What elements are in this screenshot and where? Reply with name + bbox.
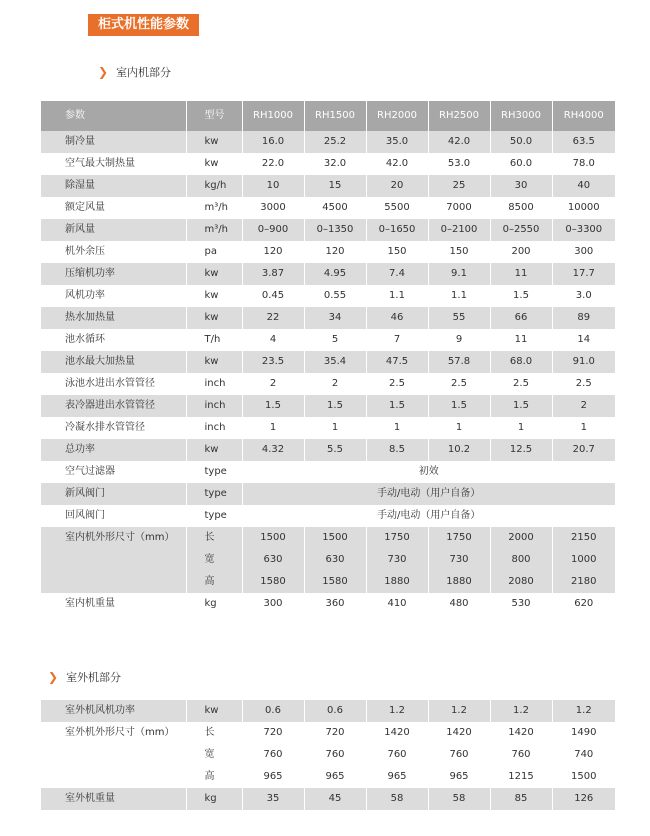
param-value: 620 xyxy=(552,593,615,615)
param-unit: kw xyxy=(186,307,242,329)
param-value: 1500 xyxy=(242,527,304,549)
param-value: 11 xyxy=(490,263,552,285)
param-value: 1000 xyxy=(552,549,615,571)
param-value: 1 xyxy=(428,417,490,439)
param-value: 20 xyxy=(366,175,428,197)
param-value-span: 手动/电动（用户自备） xyxy=(242,483,615,505)
param-value: 23.5 xyxy=(242,351,304,373)
param-value: 34 xyxy=(304,307,366,329)
param-value: 0.6 xyxy=(242,700,304,722)
page-title: 柜式机性能参数 xyxy=(88,14,199,36)
param-value: 760 xyxy=(304,744,366,766)
param-value: 730 xyxy=(366,549,428,571)
param-name: 压缩机功率 xyxy=(41,263,186,285)
param-value: 0–3300 xyxy=(552,219,615,241)
param-value: 1500 xyxy=(552,766,615,788)
param-value: 1.5 xyxy=(490,285,552,307)
indoor-section-heading xyxy=(98,64,171,80)
param-value: 2080 xyxy=(490,571,552,593)
param-unit: m³/h xyxy=(186,197,242,219)
param-value: 55 xyxy=(428,307,490,329)
model-header-cell: RH1000 xyxy=(242,101,304,131)
param-name: 室外机重量 xyxy=(41,788,186,810)
param-value: 10000 xyxy=(552,197,615,219)
param-unit: 长 xyxy=(186,527,242,549)
chevron-right-icon: ❯ xyxy=(98,65,109,79)
param-value: 1.2 xyxy=(428,700,490,722)
param-unit: 宽 xyxy=(186,744,242,766)
param-name: 室外机风机功率 xyxy=(41,700,186,722)
param-unit: type xyxy=(186,461,242,483)
param-value: 1 xyxy=(366,417,428,439)
model-header-cell: RH2500 xyxy=(428,101,490,131)
param-name: 机外余压 xyxy=(41,241,186,263)
param-value: 965 xyxy=(428,766,490,788)
param-value: 410 xyxy=(366,593,428,615)
param-value: 91.0 xyxy=(552,351,615,373)
param-value: 150 xyxy=(366,241,428,263)
param-value: 35.4 xyxy=(304,351,366,373)
param-value: 965 xyxy=(304,766,366,788)
param-name: 表冷器进出水管管径 xyxy=(41,395,186,417)
outdoor-section-label: 室外机部分 xyxy=(66,671,122,684)
param-unit: 宽 xyxy=(186,549,242,571)
param-name: 空气过滤器 xyxy=(41,461,186,483)
param-value: 760 xyxy=(242,744,304,766)
param-value: 4500 xyxy=(304,197,366,219)
param-value: 32.0 xyxy=(304,153,366,175)
param-unit: m³/h xyxy=(186,219,242,241)
param-unit: kw xyxy=(186,351,242,373)
chevron-right-icon: ❯ xyxy=(48,670,59,684)
table-row xyxy=(41,241,615,263)
indoor-spec-table xyxy=(41,101,615,615)
param-value: 2.5 xyxy=(366,373,428,395)
param-unit: kw xyxy=(186,700,242,722)
param-value: 0–2100 xyxy=(428,219,490,241)
param-value: 1.5 xyxy=(366,395,428,417)
param-value: 25 xyxy=(428,175,490,197)
table-row xyxy=(41,351,615,373)
param-unit: kg xyxy=(186,788,242,810)
param-value: 965 xyxy=(242,766,304,788)
param-value: 1.5 xyxy=(428,395,490,417)
param-value: 1880 xyxy=(428,571,490,593)
param-value: 2180 xyxy=(552,571,615,593)
param-name: 新风阀门 xyxy=(41,483,186,505)
table-row xyxy=(41,505,615,527)
param-value: 7.4 xyxy=(366,263,428,285)
param-value: 0.6 xyxy=(304,700,366,722)
param-value: 8.5 xyxy=(366,439,428,461)
param-value: 0–1350 xyxy=(304,219,366,241)
param-value: 5.5 xyxy=(304,439,366,461)
table-row xyxy=(41,722,615,744)
param-value: 300 xyxy=(242,593,304,615)
param-name: 冷凝水排水管管径 xyxy=(41,417,186,439)
param-value: 12.5 xyxy=(490,439,552,461)
param-unit: kg xyxy=(186,593,242,615)
param-value: 15 xyxy=(304,175,366,197)
param-value: 35 xyxy=(242,788,304,810)
param-value: 1.2 xyxy=(366,700,428,722)
model-header-cell: RH1500 xyxy=(304,101,366,131)
param-value: 1.1 xyxy=(366,285,428,307)
param-name: 池水循环 xyxy=(41,329,186,351)
param-value: 3.87 xyxy=(242,263,304,285)
param-name: 回风阀门 xyxy=(41,505,186,527)
outdoor-section-heading xyxy=(48,669,121,685)
param-value: 1.2 xyxy=(490,700,552,722)
table-row xyxy=(41,175,615,197)
param-name: 室内机重量 xyxy=(41,593,186,615)
param-value: 1420 xyxy=(366,722,428,744)
param-value: 8500 xyxy=(490,197,552,219)
param-value: 9.1 xyxy=(428,263,490,285)
param-value: 965 xyxy=(366,766,428,788)
param-value: 360 xyxy=(304,593,366,615)
table-row xyxy=(41,285,615,307)
param-value: 2.5 xyxy=(490,373,552,395)
param-value: 9 xyxy=(428,329,490,351)
param-value: 126 xyxy=(552,788,615,810)
param-value: 40 xyxy=(552,175,615,197)
table-row xyxy=(41,788,615,810)
param-value: 1 xyxy=(552,417,615,439)
param-value: 2.5 xyxy=(552,373,615,395)
param-value: 0.55 xyxy=(304,285,366,307)
table-header-row xyxy=(41,101,615,131)
param-value: 46 xyxy=(366,307,428,329)
param-value: 35.0 xyxy=(366,131,428,153)
model-header-cell: RH4000 xyxy=(552,101,615,131)
param-value: 2.5 xyxy=(428,373,490,395)
param-value: 1 xyxy=(490,417,552,439)
param-value: 10 xyxy=(242,175,304,197)
param-value: 4.32 xyxy=(242,439,304,461)
param-unit: 长 xyxy=(186,722,242,744)
table-row xyxy=(41,700,615,722)
param-value: 1490 xyxy=(552,722,615,744)
param-header: 参数 xyxy=(41,101,186,131)
table-row xyxy=(41,373,615,395)
table-row xyxy=(41,417,615,439)
param-value: 120 xyxy=(304,241,366,263)
param-value: 720 xyxy=(304,722,366,744)
param-value: 3.0 xyxy=(552,285,615,307)
table-row xyxy=(41,483,615,505)
param-unit: T/h xyxy=(186,329,242,351)
param-value: 5500 xyxy=(366,197,428,219)
param-value: 1880 xyxy=(366,571,428,593)
param-name: 室内机外形尺寸（mm） xyxy=(41,527,186,593)
param-value: 0–1650 xyxy=(366,219,428,241)
param-value: 800 xyxy=(490,549,552,571)
param-value: 1.5 xyxy=(242,395,304,417)
model-header: 型号 xyxy=(186,101,242,131)
param-value: 1 xyxy=(242,417,304,439)
param-value: 630 xyxy=(242,549,304,571)
param-value: 58 xyxy=(366,788,428,810)
param-value: 2 xyxy=(304,373,366,395)
param-value: 17.7 xyxy=(552,263,615,285)
param-value: 2 xyxy=(552,395,615,417)
param-value: 1.1 xyxy=(428,285,490,307)
param-value: 530 xyxy=(490,593,552,615)
table-row xyxy=(41,263,615,285)
param-value: 2150 xyxy=(552,527,615,549)
param-value: 53.0 xyxy=(428,153,490,175)
param-value: 47.5 xyxy=(366,351,428,373)
param-value: 45 xyxy=(304,788,366,810)
table-row xyxy=(41,153,615,175)
param-value: 16.0 xyxy=(242,131,304,153)
param-name: 空气最大制热量 xyxy=(41,153,186,175)
param-value: 4.95 xyxy=(304,263,366,285)
param-value: 58 xyxy=(428,788,490,810)
param-value: 89 xyxy=(552,307,615,329)
param-value: 20.7 xyxy=(552,439,615,461)
param-value-span: 初效 xyxy=(242,461,615,483)
indoor-section-label: 室内机部分 xyxy=(116,66,172,79)
param-unit: kw xyxy=(186,131,242,153)
param-value: 68.0 xyxy=(490,351,552,373)
table-row xyxy=(41,461,615,483)
table-row xyxy=(41,527,615,549)
param-value: 66 xyxy=(490,307,552,329)
param-value: 1750 xyxy=(428,527,490,549)
model-header-cell: RH2000 xyxy=(366,101,428,131)
outdoor-spec-table xyxy=(41,700,615,810)
param-unit: type xyxy=(186,483,242,505)
param-unit: inch xyxy=(186,417,242,439)
param-value: 1.5 xyxy=(304,395,366,417)
param-unit: kw xyxy=(186,439,242,461)
model-header-cell: RH3000 xyxy=(490,101,552,131)
param-name: 总功率 xyxy=(41,439,186,461)
param-unit: inch xyxy=(186,395,242,417)
param-name: 风机功率 xyxy=(41,285,186,307)
param-value: 2 xyxy=(242,373,304,395)
param-value: 480 xyxy=(428,593,490,615)
param-value: 60.0 xyxy=(490,153,552,175)
param-unit: 高 xyxy=(186,571,242,593)
param-value: 1.5 xyxy=(490,395,552,417)
param-value: 1215 xyxy=(490,766,552,788)
param-value: 1500 xyxy=(304,527,366,549)
param-unit: kw xyxy=(186,153,242,175)
param-unit: type xyxy=(186,505,242,527)
param-name: 热水加热量 xyxy=(41,307,186,329)
param-value: 1750 xyxy=(366,527,428,549)
param-value: 0–900 xyxy=(242,219,304,241)
param-unit: pa xyxy=(186,241,242,263)
param-value: 22.0 xyxy=(242,153,304,175)
param-value: 10.2 xyxy=(428,439,490,461)
param-unit: kg/h xyxy=(186,175,242,197)
param-value: 1580 xyxy=(304,571,366,593)
param-value: 1580 xyxy=(242,571,304,593)
table-row xyxy=(41,307,615,329)
param-value: 14 xyxy=(552,329,615,351)
param-value: 0–2550 xyxy=(490,219,552,241)
param-value-span: 手动/电动（用户自备） xyxy=(242,505,615,527)
param-value: 78.0 xyxy=(552,153,615,175)
param-value: 42.0 xyxy=(366,153,428,175)
param-value: 42.0 xyxy=(428,131,490,153)
param-value: 760 xyxy=(366,744,428,766)
param-name: 制冷量 xyxy=(41,131,186,153)
param-value: 4 xyxy=(242,329,304,351)
param-value: 200 xyxy=(490,241,552,263)
param-value: 30 xyxy=(490,175,552,197)
param-name: 泳池水进出水管管径 xyxy=(41,373,186,395)
param-unit: kw xyxy=(186,263,242,285)
param-value: 740 xyxy=(552,744,615,766)
param-value: 7 xyxy=(366,329,428,351)
param-value: 760 xyxy=(428,744,490,766)
param-name: 室外机外形尺寸（mm） xyxy=(41,722,186,788)
param-value: 730 xyxy=(428,549,490,571)
param-value: 25.2 xyxy=(304,131,366,153)
param-value: 5 xyxy=(304,329,366,351)
param-name: 额定风量 xyxy=(41,197,186,219)
param-value: 1420 xyxy=(490,722,552,744)
param-value: 22 xyxy=(242,307,304,329)
param-name: 新风量 xyxy=(41,219,186,241)
table-row xyxy=(41,131,615,153)
param-value: 1.2 xyxy=(552,700,615,722)
param-value: 150 xyxy=(428,241,490,263)
param-value: 3000 xyxy=(242,197,304,219)
table-row xyxy=(41,439,615,461)
table-row xyxy=(41,197,615,219)
param-value: 0.45 xyxy=(242,285,304,307)
param-value: 300 xyxy=(552,241,615,263)
param-value: 50.0 xyxy=(490,131,552,153)
param-value: 7000 xyxy=(428,197,490,219)
table-row xyxy=(41,395,615,417)
param-value: 2000 xyxy=(490,527,552,549)
param-name: 除湿量 xyxy=(41,175,186,197)
table-row xyxy=(41,219,615,241)
table-row xyxy=(41,329,615,351)
param-value: 120 xyxy=(242,241,304,263)
param-name: 池水最大加热量 xyxy=(41,351,186,373)
param-value: 63.5 xyxy=(552,131,615,153)
param-value: 630 xyxy=(304,549,366,571)
param-value: 720 xyxy=(242,722,304,744)
param-value: 11 xyxy=(490,329,552,351)
param-value: 57.8 xyxy=(428,351,490,373)
param-unit: 高 xyxy=(186,766,242,788)
param-unit: kw xyxy=(186,285,242,307)
param-unit: inch xyxy=(186,373,242,395)
param-value: 85 xyxy=(490,788,552,810)
param-value: 760 xyxy=(490,744,552,766)
table-row xyxy=(41,593,615,615)
param-value: 1 xyxy=(304,417,366,439)
param-value: 1420 xyxy=(428,722,490,744)
